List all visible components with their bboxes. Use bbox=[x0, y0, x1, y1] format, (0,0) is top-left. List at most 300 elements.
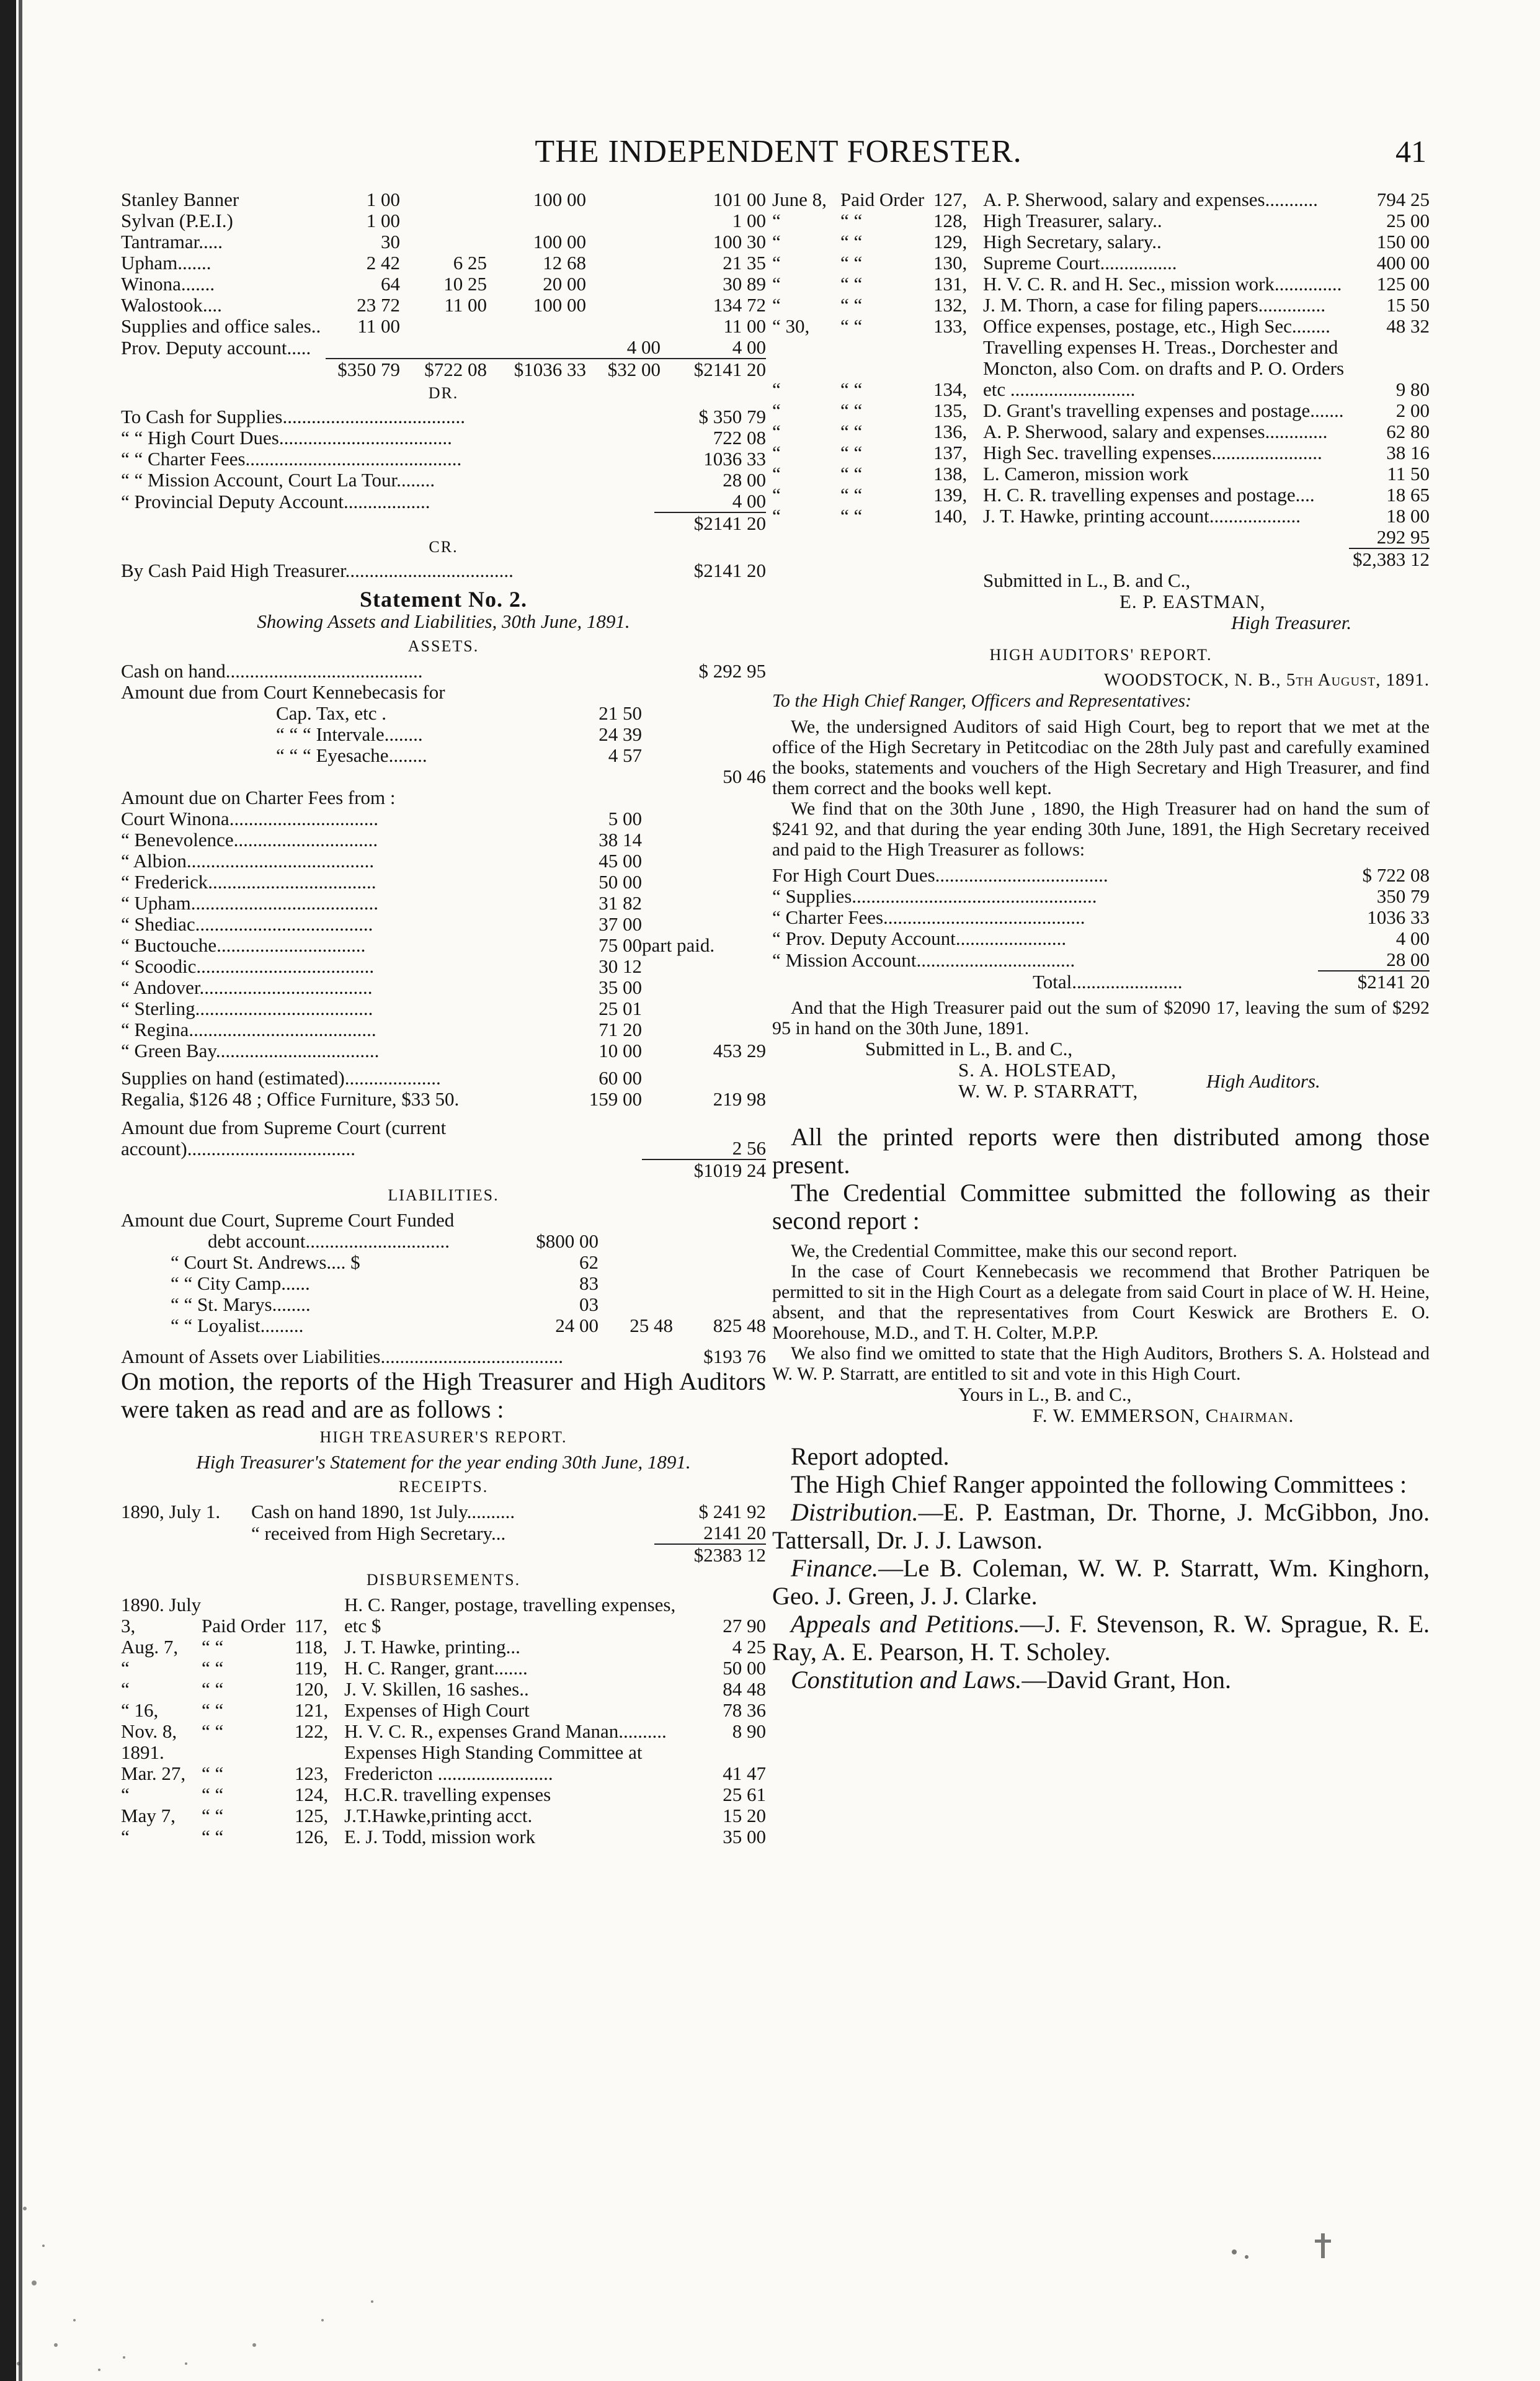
receipts-table bbox=[121, 1501, 766, 1566]
charter-value: 30 12 bbox=[599, 955, 642, 977]
charter-value: 38 14 bbox=[599, 829, 642, 851]
liability-label: “ “ St. Marys........ bbox=[171, 1293, 311, 1315]
court-receipt-row bbox=[121, 295, 766, 316]
disb-order-number: 121, bbox=[295, 1699, 329, 1721]
disb-order-number: 134, bbox=[933, 378, 968, 400]
disb-payee: J. T. Hawke, printing account................... bbox=[983, 505, 1301, 527]
assets-table bbox=[121, 661, 766, 1181]
liability-b bbox=[599, 1273, 673, 1294]
audit-row bbox=[772, 886, 1430, 907]
empty-cell bbox=[642, 724, 766, 745]
disb-paid: “ “ bbox=[840, 421, 863, 442]
liability-a: $800 00 bbox=[536, 1230, 599, 1252]
disb-paid: “ “ bbox=[840, 231, 863, 252]
liability-label: debt account.............................. bbox=[208, 1230, 450, 1252]
running-header bbox=[0, 133, 1540, 177]
receipt-value: $ 241 92 bbox=[698, 1501, 766, 1522]
dr-label: “ “ High Court Dues.................................... bbox=[121, 427, 452, 449]
disb-date: “ bbox=[121, 1784, 130, 1805]
charter-court: “ Regina....................................... bbox=[121, 1019, 376, 1040]
charter-intro: Amount due on Charter Fees from : bbox=[121, 787, 396, 808]
liab-intro: Amount due Court, Supreme Court Funded bbox=[121, 1209, 455, 1231]
receipt-date bbox=[121, 1522, 251, 1544]
disbursement-row bbox=[121, 1826, 766, 1847]
charter-total: 453 29 bbox=[713, 1040, 766, 1061]
charter-row bbox=[121, 956, 766, 977]
disb-paid: “ “ bbox=[840, 505, 863, 527]
cr-row bbox=[121, 560, 766, 581]
disb-paid: “ “ bbox=[202, 1678, 224, 1700]
amount-e: 100 30 bbox=[713, 231, 766, 252]
binding-edge-shadow bbox=[19, 0, 22, 2381]
court-name: Tantramar..... bbox=[121, 231, 223, 252]
disb-amount: 400 00 bbox=[1376, 252, 1430, 274]
disb-date: “ bbox=[772, 400, 781, 421]
disbursement-row bbox=[121, 1637, 766, 1658]
disb-date: “ bbox=[772, 442, 781, 463]
court-name: Winona....... bbox=[121, 273, 215, 295]
court-name: Prov. Deputy account..... bbox=[121, 337, 311, 359]
cr-table bbox=[121, 560, 766, 581]
due-label: Cap. Tax, etc . bbox=[276, 702, 387, 724]
excess-value: $193 76 bbox=[703, 1346, 766, 1367]
disb-paid: “ “ bbox=[840, 252, 863, 274]
disb-amount: 794 25 bbox=[1376, 189, 1430, 210]
committee-appeals-members: —J. F. Stevenson, R. W. Sprague, R. E. Ray, A. E. Pearson, H. T. Scholey. bbox=[772, 1610, 1430, 1666]
disbursement-row bbox=[121, 1700, 766, 1721]
disb-payee: Expenses High Standing Committee at Fredericton ........................ bbox=[344, 1741, 643, 1784]
disb-amount: 150 00 bbox=[1376, 231, 1430, 252]
disb-payee: H. C. Ranger, postage, travelling expenses, etc $ bbox=[344, 1594, 676, 1637]
disbursement-row bbox=[772, 337, 1430, 400]
disbursement-row bbox=[121, 1721, 766, 1742]
charter-row bbox=[121, 977, 766, 998]
charter-court: “ Sterling..................................... bbox=[121, 998, 373, 1019]
amount-b: 11 00 bbox=[444, 294, 487, 316]
charter-value: 45 00 bbox=[599, 850, 642, 872]
court-name: Supplies and office sales.. bbox=[121, 315, 321, 337]
amount-c: 100 00 bbox=[533, 231, 586, 252]
audit-row bbox=[772, 949, 1430, 971]
amount-d bbox=[586, 189, 661, 210]
amount-d bbox=[586, 295, 661, 316]
treasurer-subtitle: High Treasurer's Statement for the year ending 30th June, 1891. bbox=[196, 1451, 691, 1473]
disb-paid: “ “ bbox=[840, 315, 863, 337]
cr-label: By Cash Paid High Treasurer................................... bbox=[121, 560, 514, 581]
disb-paid: Paid Order bbox=[202, 1615, 286, 1637]
disb-order-number: 120, bbox=[295, 1678, 329, 1700]
audit-label: “ Supplies................................................... bbox=[772, 885, 1097, 907]
disbursement-row bbox=[772, 274, 1430, 295]
disb-order-number: 126, bbox=[295, 1826, 329, 1847]
charter-court: “ Benevolence.............................. bbox=[121, 829, 378, 851]
disb-paid: “ “ bbox=[202, 1762, 224, 1784]
amount-b bbox=[400, 231, 487, 252]
committee-finance-name: Finance. bbox=[791, 1554, 879, 1582]
charter-value: 5 00 bbox=[608, 808, 642, 829]
disb-paid: “ “ bbox=[840, 442, 863, 463]
disb-payee: E. J. Todd, mission work bbox=[344, 1826, 536, 1847]
disb-date: “ bbox=[772, 252, 781, 274]
regalia-label: Regalia, $126 48 ; Office Furniture, $33 50. bbox=[121, 1088, 460, 1110]
disb-paid: “ “ bbox=[840, 294, 863, 316]
audit-value: 28 00 bbox=[1386, 949, 1430, 970]
disb-paid: “ “ bbox=[840, 484, 863, 506]
disb-total-row bbox=[772, 548, 1430, 570]
liability-row bbox=[121, 1315, 766, 1336]
disb-amount: 8 90 bbox=[732, 1720, 766, 1742]
charter-row bbox=[121, 893, 766, 914]
receipt-value: 2141 20 bbox=[703, 1522, 766, 1543]
liability-b: 25 48 bbox=[630, 1315, 673, 1336]
committees-intro: The High Chief Ranger appointed the following Committees : bbox=[791, 1470, 1407, 1498]
charter-note bbox=[642, 872, 766, 893]
due-label: “ “ “ Eyesache........ bbox=[276, 744, 427, 766]
amount-b bbox=[400, 210, 487, 231]
dr-table bbox=[121, 406, 766, 534]
disb-amount: 18 00 bbox=[1386, 505, 1430, 527]
disb-paid: “ “ bbox=[840, 273, 863, 295]
court-receipts-table bbox=[121, 189, 766, 380]
disb-payee: High Sec. travelling expenses....................... bbox=[983, 442, 1322, 463]
amount-a: 23 72 bbox=[357, 294, 400, 316]
court-receipts-totals bbox=[121, 359, 766, 380]
amount-d bbox=[586, 252, 661, 274]
disb-date: “ bbox=[772, 505, 781, 527]
auditor-1: S. A. HOLSTEAD, bbox=[958, 1059, 1117, 1081]
treasurer-report-heading: HIGH TREASURER'S REPORT. bbox=[319, 1428, 567, 1446]
printed-reports-text: All the printed reports were then distributed among those present. bbox=[772, 1123, 1430, 1179]
disb-paid: “ “ bbox=[840, 210, 863, 231]
committee-appeals bbox=[772, 1610, 1430, 1666]
disb-payee: H. C. R. travelling expenses and postage.... bbox=[983, 484, 1315, 506]
disb-date: “ bbox=[772, 273, 781, 295]
dr-total-row bbox=[121, 512, 766, 534]
disb-payee: Expenses of High Court bbox=[344, 1699, 530, 1721]
liability-label: “ Court St. Andrews.... $ bbox=[171, 1251, 360, 1273]
audit-value: 4 00 bbox=[1395, 927, 1430, 949]
amount-b: 10 25 bbox=[443, 273, 487, 295]
dr-value: 722 08 bbox=[713, 427, 766, 449]
disb-date: “ bbox=[121, 1678, 130, 1700]
regalia-value: 159 00 bbox=[589, 1088, 642, 1110]
disb-order-number: 129, bbox=[933, 231, 968, 252]
charter-row bbox=[121, 829, 766, 851]
disb-order-number: 138, bbox=[933, 463, 968, 485]
disb-date: June 8, bbox=[772, 189, 827, 210]
liability-row bbox=[121, 1252, 766, 1273]
disb-order-number: 124, bbox=[295, 1784, 329, 1805]
audit-total-row bbox=[772, 971, 1430, 993]
dr-label: To Cash for Supplies...................................... bbox=[121, 406, 465, 427]
receipt-row bbox=[121, 1522, 766, 1544]
liability-row bbox=[121, 1294, 766, 1315]
disb-paid: “ “ bbox=[202, 1636, 224, 1658]
disb-order-number: 122, bbox=[295, 1720, 329, 1742]
amount-c: 20 00 bbox=[543, 273, 586, 295]
liability-c bbox=[673, 1231, 766, 1252]
page-number: 41 bbox=[1395, 134, 1427, 169]
disb-payee: J. V. Skillen, 16 sashes.. bbox=[344, 1678, 529, 1700]
disbursement-row bbox=[772, 295, 1430, 316]
binding-edge bbox=[0, 0, 16, 2381]
amount-c bbox=[487, 337, 586, 359]
receipt-row bbox=[121, 1501, 766, 1522]
disb-date: “ bbox=[772, 378, 781, 400]
amount-e: 11 00 bbox=[723, 315, 766, 337]
empty-cell bbox=[642, 703, 766, 724]
due-row bbox=[121, 724, 766, 745]
disb-amount: 2 00 bbox=[1395, 400, 1430, 421]
disbursement-row bbox=[772, 210, 1430, 231]
audit-row bbox=[772, 907, 1430, 928]
audit-table bbox=[772, 865, 1430, 993]
disbursement-row bbox=[772, 421, 1430, 442]
due-value: 21 50 bbox=[599, 702, 642, 724]
liability-row bbox=[121, 1273, 766, 1294]
disb-amount: 41 47 bbox=[723, 1762, 766, 1784]
committee-finance-members: —Le B. Coleman, W. W. P. Starratt, Wm. Kinghorn, Geo. J. Green, J. J. Clarke. bbox=[772, 1554, 1430, 1610]
disb-amount: 38 16 bbox=[1386, 442, 1430, 463]
total-c: $1036 33 bbox=[487, 359, 586, 380]
regalia-total: 219 98 bbox=[713, 1088, 766, 1110]
supreme-current-value: 2 56 bbox=[732, 1137, 766, 1159]
supreme-current-row bbox=[121, 1110, 766, 1159]
disb-amount: 18 65 bbox=[1386, 484, 1430, 506]
disb-paid: “ “ bbox=[202, 1826, 224, 1847]
audit-label: “ Prov. Deputy Account....................... bbox=[772, 927, 1067, 949]
disb-payee: Travelling expenses H. Treas., Dorchester and Moncton, also Com. on drafts and P. O. Orders etc .......................... bbox=[983, 336, 1345, 400]
journal-title: THE INDEPENDENT FORESTER. bbox=[535, 134, 1022, 169]
treasurer-signoff bbox=[772, 570, 1430, 633]
disb-order-number: 125, bbox=[295, 1805, 329, 1826]
disb-payee: J. T. Hawke, printing... bbox=[344, 1636, 520, 1658]
disb-paid: “ “ bbox=[202, 1805, 224, 1826]
liability-b bbox=[599, 1231, 673, 1252]
disbursements-table-left bbox=[121, 1594, 766, 1847]
disb-payee: Supreme Court................ bbox=[983, 252, 1177, 274]
scan-noise-right bbox=[1209, 2196, 1395, 2295]
auditors-paragraph-3: And that the High Treasurer paid out the sum of $2090 17, leaving the sum of $292 95 in hand on the 30th June, 1891. bbox=[772, 998, 1430, 1039]
liability-a: 03 bbox=[579, 1293, 599, 1315]
disb-amount: 9 80 bbox=[1395, 378, 1430, 400]
liability-label: “ “ City Camp...... bbox=[171, 1272, 310, 1294]
assets-total-row bbox=[121, 1159, 766, 1181]
disb-order-number: 128, bbox=[933, 210, 968, 231]
disb-amount: 25 61 bbox=[723, 1784, 766, 1805]
charter-value: 10 00 bbox=[599, 1040, 642, 1061]
disb-order-number: 135, bbox=[933, 400, 968, 421]
disbursement-row bbox=[772, 189, 1430, 210]
court-name: Walostook.... bbox=[121, 294, 222, 316]
auditors-salutation: To the High Chief Ranger, Officers and Representatives: bbox=[772, 690, 1192, 711]
charter-value: 35 00 bbox=[599, 976, 642, 998]
disbursement-row bbox=[121, 1784, 766, 1805]
motion-text: On motion, the reports of the High Treasurer and High Auditors were taken as read and are as follows : bbox=[121, 1367, 766, 1423]
disb-payee: H. V. C. R., expenses Grand Manan.......... bbox=[344, 1720, 667, 1742]
liability-c: 825 48 bbox=[713, 1315, 766, 1336]
disbursements-table-right bbox=[772, 189, 1430, 570]
disb-order-number: 117, bbox=[295, 1615, 328, 1637]
amount-c: 100 00 bbox=[533, 294, 586, 316]
credential-paragraph-2: In the case of Court Kennebecasis we recommend that Brother Patriquen be permitted to sit in the High Court as a delegate from said Court in place of W. H. Heine, absent, and that the representatives from Court Keswick are Brothers E. O. Moorehouse, M.D., and T. H. Colter, M.P.P. bbox=[772, 1261, 1430, 1343]
amount-b bbox=[400, 337, 487, 359]
dr-row bbox=[121, 427, 766, 449]
liability-b bbox=[599, 1294, 673, 1315]
audit-label: “ Mission Account................................. bbox=[772, 949, 1075, 971]
charter-note bbox=[642, 914, 766, 935]
charter-court: “ Frederick................................... bbox=[121, 871, 376, 893]
court-receipt-row bbox=[121, 252, 766, 274]
empty-cell bbox=[642, 745, 766, 766]
disbursement-row bbox=[772, 506, 1430, 527]
liability-row bbox=[121, 1231, 766, 1252]
disb-date: “ bbox=[772, 421, 781, 442]
auditors-submitted: Submitted in L., B. and C., bbox=[865, 1038, 1073, 1060]
cash-on-hand-value: $ 292 95 bbox=[698, 660, 766, 682]
disbursement-row bbox=[772, 400, 1430, 421]
court-name: Stanley Banner bbox=[121, 189, 239, 210]
disb-date: “ 16, bbox=[121, 1699, 159, 1721]
disbursement-row bbox=[772, 316, 1430, 337]
dr-value: 1036 33 bbox=[703, 448, 766, 470]
disb-amount: 62 80 bbox=[1386, 421, 1430, 442]
disb-payee: H.C.R. travelling expenses bbox=[344, 1784, 551, 1805]
charter-row bbox=[121, 1040, 766, 1061]
due-row bbox=[121, 703, 766, 724]
court-receipt-row bbox=[121, 189, 766, 210]
liability-label: “ “ Loyalist......... bbox=[171, 1315, 304, 1336]
disb-payee: A. P. Sherwood, salary and expenses............. bbox=[983, 421, 1328, 442]
disbursement-row bbox=[121, 1658, 766, 1679]
amount-e: 134 72 bbox=[713, 294, 766, 316]
disb-amount: 25 00 bbox=[1386, 210, 1430, 231]
disb-date: May 7, bbox=[121, 1805, 176, 1826]
disb-order-number: 130, bbox=[933, 252, 968, 274]
assets-total: $1019 24 bbox=[642, 1159, 766, 1181]
disbursement-row bbox=[121, 1679, 766, 1700]
dr-value: 28 00 bbox=[723, 469, 766, 491]
disb-amount: 50 00 bbox=[723, 1657, 766, 1679]
amount-c bbox=[487, 210, 586, 231]
disb-paid: “ “ bbox=[202, 1720, 224, 1742]
disb-total: $2,383 12 bbox=[1349, 548, 1430, 570]
amount-b: 6 25 bbox=[453, 252, 487, 274]
treasurer-title: High Treasurer. bbox=[1231, 612, 1352, 633]
disb-order-number: 118, bbox=[295, 1636, 328, 1658]
disbursement-row bbox=[121, 1742, 766, 1784]
treasurer-submitted: Submitted in L., B. and C., bbox=[983, 570, 1191, 591]
receipts-total: $2383 12 bbox=[654, 1544, 766, 1566]
statement-title: Statement No. 2. bbox=[360, 587, 527, 612]
total-a: $350 79 bbox=[326, 359, 400, 380]
charter-note bbox=[642, 851, 766, 872]
amount-a bbox=[326, 337, 400, 359]
amount-a: 1 00 bbox=[366, 210, 400, 231]
disb-payee: L. Cameron, mission work bbox=[983, 463, 1189, 485]
amount-a: 11 00 bbox=[357, 315, 400, 337]
statement-subtitle: Showing Assets and Liabilities, 30th June, 1891. bbox=[257, 610, 630, 632]
disb-amount: 84 48 bbox=[723, 1678, 766, 1700]
due-label: “ “ “ Intervale........ bbox=[276, 723, 423, 745]
audit-row bbox=[772, 865, 1430, 886]
auditors-dateline: WOODSTOCK, N. B., 5th August, 1891. bbox=[1104, 670, 1430, 690]
auditor-2: W. W. P. STARRATT, bbox=[958, 1080, 1139, 1102]
credential-intro: The Credential Committee submitted the following as their second report : bbox=[772, 1179, 1430, 1235]
disb-date: 1890. July 3, bbox=[121, 1594, 202, 1637]
charter-court: “ Shediac..................................... bbox=[121, 913, 373, 935]
committee-constitution-members: —David Grant, Hon. bbox=[1021, 1666, 1232, 1694]
dr-row bbox=[121, 491, 766, 512]
amount-d bbox=[586, 316, 661, 337]
amount-d bbox=[586, 274, 661, 295]
charter-note bbox=[642, 829, 766, 851]
amount-d bbox=[586, 210, 661, 231]
cr-heading: CR. bbox=[429, 538, 458, 556]
total-e: $2141 20 bbox=[661, 359, 766, 380]
charter-value: 71 20 bbox=[599, 1019, 642, 1040]
disb-amount: 125 00 bbox=[1376, 273, 1430, 295]
disb-date: 1891. Mar. 27, bbox=[121, 1741, 186, 1784]
audit-total: $2141 20 bbox=[1318, 971, 1430, 993]
court-name: Sylvan (P.E.I.) bbox=[121, 210, 233, 231]
left-column bbox=[121, 189, 766, 1847]
audit-row bbox=[772, 928, 1430, 949]
disb-paid: Paid Order bbox=[840, 189, 925, 210]
amount-c bbox=[487, 316, 586, 337]
disb-date: “ bbox=[772, 231, 781, 252]
charter-row bbox=[121, 998, 766, 1019]
amount-e: 1 00 bbox=[732, 210, 766, 231]
disb-date: Nov. 8, bbox=[121, 1720, 177, 1742]
disb-order-number: 132, bbox=[933, 294, 968, 316]
amount-e: 30 89 bbox=[723, 273, 766, 295]
due-value: 4 57 bbox=[608, 744, 642, 766]
credential-paragraph-3: We also find we omitted to state that the High Auditors, Brothers S. A. Holstead and W. W. P. Starratt, are entitled to sit and vote in this High Court. bbox=[772, 1343, 1430, 1384]
charter-court: “ Andover.................................... bbox=[121, 976, 373, 998]
auditors-heading: HIGH AUDITORS' REPORT. bbox=[989, 646, 1213, 664]
charter-value: 25 01 bbox=[599, 998, 642, 1019]
disb-date: “ bbox=[772, 463, 781, 485]
supreme-current-label: Amount due from Supreme Court (current account)................................... bbox=[121, 1117, 447, 1159]
total-b: $722 08 bbox=[400, 359, 487, 380]
charter-court: “ Scoodic..................................... bbox=[121, 955, 375, 977]
disb-date: “ bbox=[772, 294, 781, 316]
disbursement-row bbox=[772, 463, 1430, 485]
disb-order-number: 123, bbox=[295, 1762, 329, 1784]
disb-date: “ bbox=[772, 484, 781, 506]
disb-date: “ bbox=[121, 1657, 130, 1679]
cash-on-hand-label: Cash on hand......................................... bbox=[121, 660, 423, 682]
disb-amount: 15 50 bbox=[1386, 294, 1430, 316]
liability-c bbox=[673, 1252, 766, 1273]
dr-total: $2141 20 bbox=[654, 512, 766, 534]
disb-order-number: 127, bbox=[933, 189, 968, 210]
disb-payee: J.T.Hawke,printing acct. bbox=[344, 1805, 533, 1826]
disb-subtotal-row bbox=[772, 527, 1430, 548]
committee-constitution bbox=[772, 1666, 1430, 1694]
charter-note bbox=[642, 1019, 766, 1040]
disb-paid: “ “ bbox=[202, 1657, 224, 1679]
receipt-label: “ received from High Secretary... bbox=[251, 1522, 506, 1544]
disb-paid: “ “ bbox=[840, 463, 863, 485]
disb-payee: High Treasurer, salary.. bbox=[983, 210, 1162, 231]
disb-payee: H. V. C. R. and H. Sec., mission work.............. bbox=[983, 273, 1342, 295]
treasurer-name: E. P. EASTMAN, bbox=[1119, 591, 1266, 612]
supplies-value: 60 00 bbox=[599, 1067, 642, 1089]
disb-subtotal: 292 95 bbox=[1376, 526, 1430, 548]
disb-date: Aug. 7, bbox=[121, 1636, 179, 1658]
